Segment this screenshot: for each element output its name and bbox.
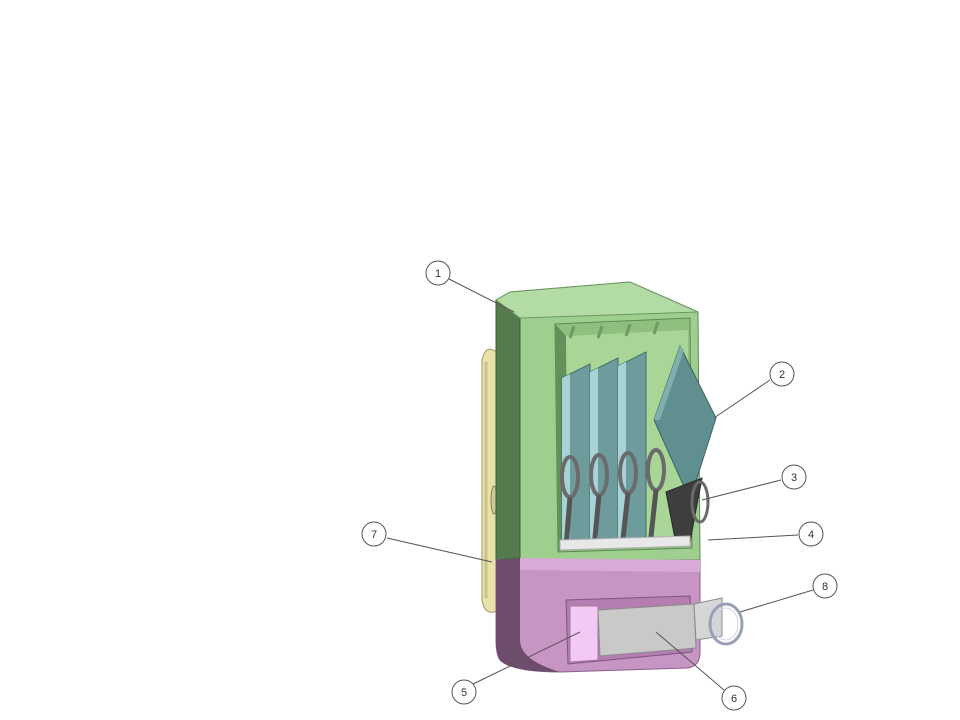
balloon-1 bbox=[426, 261, 450, 285]
balloon-7 bbox=[362, 522, 386, 546]
balloon-2 bbox=[770, 362, 794, 386]
balloon-3-label: 3 bbox=[790, 472, 798, 484]
drawer-insert bbox=[598, 604, 696, 656]
balloon-1-label: 1 bbox=[434, 268, 442, 280]
drawer-tab bbox=[694, 598, 722, 640]
balloon-8 bbox=[813, 574, 837, 598]
balloon-2-label: 2 bbox=[778, 369, 786, 381]
balloon-6 bbox=[722, 686, 746, 710]
balloon-4 bbox=[799, 522, 823, 546]
balloon-5 bbox=[452, 680, 476, 704]
balloon-5-label: 5 bbox=[460, 687, 468, 699]
balloon-3 bbox=[782, 465, 806, 489]
drawer-front bbox=[570, 606, 598, 662]
balloon-8-label: 8 bbox=[821, 581, 829, 593]
drawer bbox=[566, 596, 742, 664]
balloon-7-label: 7 bbox=[370, 529, 378, 541]
balloon-4-label: 4 bbox=[807, 529, 815, 541]
knife-blades bbox=[562, 352, 646, 550]
balloon-6-label: 6 bbox=[730, 693, 738, 705]
